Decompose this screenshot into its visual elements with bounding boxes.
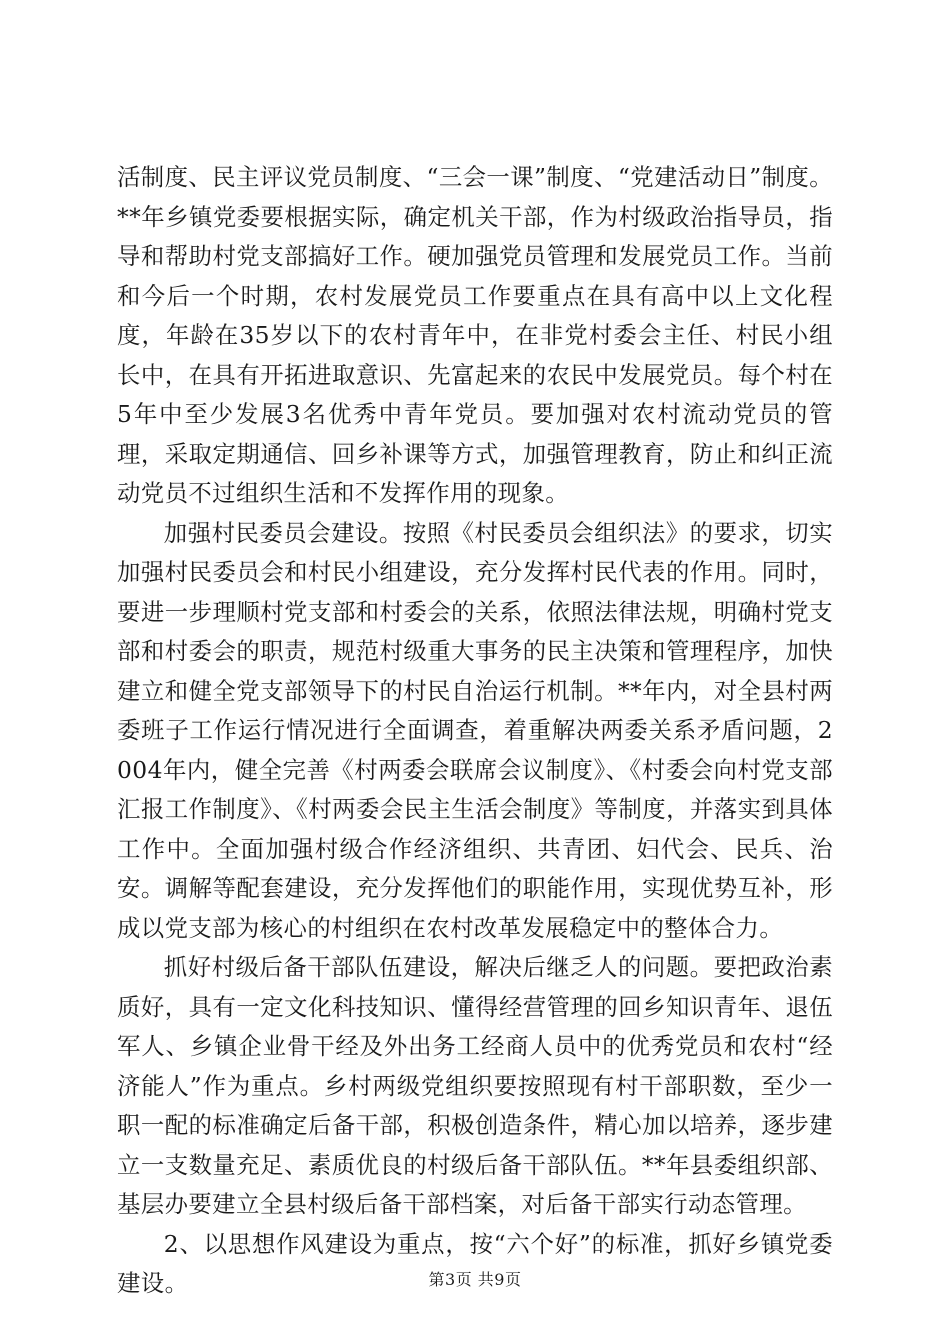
paragraph-2: 加强村民委员会建设。按照《村民委员会组织法》的要求，切实加强村民委员会和村民小组建设，充分发挥村民代表的作用。同时，要进一步理顺村党支部和村委会的关系，依照法律法规，明确村党支部和村委会的职责，规范村级重大事务的民主决策和管理程序，加快建立和健全党支部领导下的村民自治运行机制。**年内，对全县村两委班子工作运行情况进行全面调查，着重解决两委关系矛盾问题，2004年内，健全完善《村两委会联席会议制度》、《村委会向村党支部汇报工作制度》、《村两委会民主生活会制度》等制度，并落实到具体工作中。全面加强村级合作经济组织、共青团、妇代会、民兵、治安。调解等配套建设，充分发挥他们的职能作用，实现优势互补，形成以党支部为核心的村组织在农村改革发展稳定中的整体合力。 (117, 518, 833, 942)
document-body (117, 158, 833, 1304)
paragraph-3: 抓好村级后备干部队伍建设，解决后继乏人的问题。要把政治素质好，具有一定文化科技知识、懂得经营管理的回乡知识青年、退伍军人、乡镇企业骨干经及外出务工经商人员中的优秀党员和农村“经济能人”作为重点。乡村两级党组织要按照现有村干部职数，至少一职一配的标准确定后备干部，积极创造条件，精心加以培养，逐步建立一支数量充足、素质优良的村级后备干部队伍。**年县委组织部、基层办要建立全县村级后备干部档案，对后备干部实行动态管理。 (117, 953, 833, 1218)
paragraph-1: 活制度、民主评议党员制度、“三会一课”制度、“党建活动日”制度。**年乡镇党委要根据实际，确定机关干部，作为村级政治指导员，指导和帮助村党支部搞好工作。硬加强党员管理和发展党员工作。当前和今后一个时期，农村发展党员工作要重点在具有高中以上文化程度，年龄在35岁以下的农村青年中，在非党村委会主任、村民小组长中，在具有开拓进取意识、先富起来的农民中发展党员。每个村在5年中至少发展3名优秀中青年党员。要加强对农村流动党员的管理，采取定期通信、回乡补课等方式，加强管理教育，防止和纠正流动党员不过组织生活和不发挥作用的现象。 (117, 163, 833, 507)
page-footer: 第3页 共9页 (428, 1270, 522, 1289)
paragraph-4: 2、以思想作风建设为重点，按“六个好”的标准，抓好乡镇党委建设。 (117, 1229, 833, 1297)
